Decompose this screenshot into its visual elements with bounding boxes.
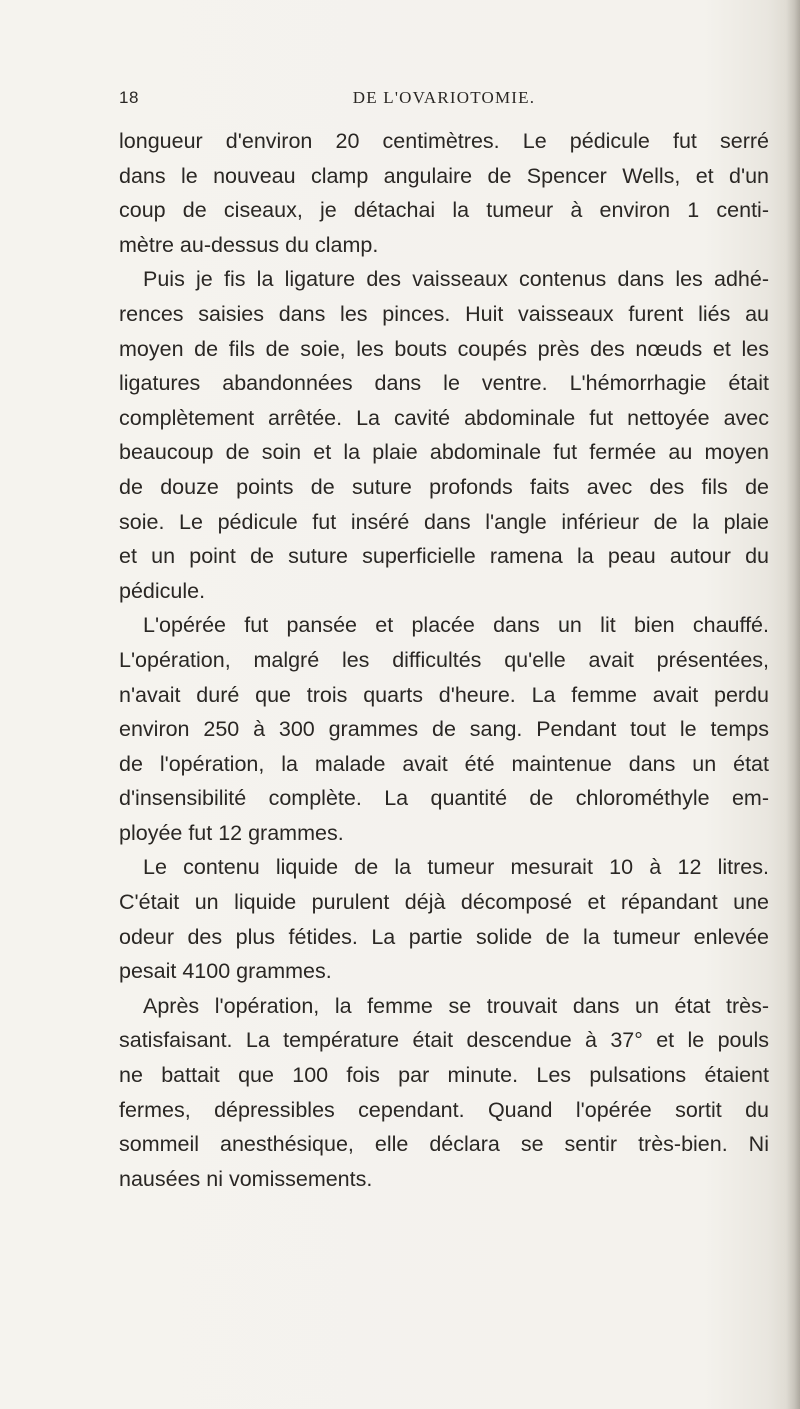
text-line: de l'opération, la malade avait été maintenue dans un état <box>119 751 769 776</box>
text-line: rences saisies dans les pinces. Huit vaisseaux furent liés au <box>119 301 769 326</box>
text-line: L'opérée fut pansée et placée dans un lit bien chauffé. <box>143 613 769 638</box>
text-line: ne battait que 100 fois par minute. Les pulsations étaient <box>119 1063 769 1088</box>
text-line: odeur des plus fétides. La partie solide de la tumeur enlevée <box>119 924 769 949</box>
text-line: soie. Le pédicule fut inséré dans l'angle inférieur de la plaie <box>119 509 769 534</box>
text-line: Après l'opération, la femme se trouvait dans un état très- <box>143 993 769 1018</box>
text-line: beaucoup de soin et la plaie abdominale fut fermée au moyen <box>119 440 769 465</box>
text-line: dans le nouveau clamp angulaire de Spencer Wells, et d'un <box>119 163 769 188</box>
text-line: pédicule. <box>119 578 206 603</box>
text-line: complètement arrêtée. La cavité abdominale fut nettoyée avec <box>119 405 769 430</box>
text-line: satisfaisant. La température était descendue à 37° et le pouls <box>119 1028 769 1053</box>
text-line: C'était un liquide purulent déjà décomposé et répandant une <box>119 890 769 915</box>
text-line: ligatures abandonnées dans le ventre. L'hémorrhagie était <box>119 371 769 396</box>
text-line: nausées ni vomissements. <box>119 1166 373 1191</box>
text-line: coup de ciseaux, je détachai la tumeur à environ 1 centi- <box>119 198 769 223</box>
text-line: sommeil anesthésique, elle déclara se sentir très-bien. Ni <box>119 1132 769 1157</box>
text-line: L'opération, malgré les difficultés qu'elle avait présentées, <box>119 647 769 672</box>
text-line: Le contenu liquide de la tumeur mesurait 10 à 12 litres. <box>143 855 769 880</box>
text-line: mètre au-dessus du clamp. <box>119 232 379 257</box>
text-line: n'avait duré que trois quarts d'heure. La femme avait perdu <box>119 682 769 707</box>
text-line: de douze points de suture profonds faits avec des fils de <box>119 474 769 499</box>
text-line: fermes, dépressibles cependant. Quand l'opérée sortit du <box>119 1097 769 1122</box>
page-header <box>119 88 769 118</box>
text-line: et un point de suture superficielle ramena la peau autour du <box>119 544 769 569</box>
running-title: DE L'OVARIOTOMIE. <box>352 88 536 107</box>
text-line: longueur d'environ 20 centimètres. Le pédicule fut serré <box>119 129 769 153</box>
text-line: moyen de fils de soie, les bouts coupés près des nœuds et les <box>119 336 769 361</box>
text-line: environ 250 à 300 grammes de sang. Pendant tout le temps <box>119 717 769 742</box>
text-line: pesait 4100 grammes. <box>119 959 332 984</box>
page-edge-shadow <box>786 0 800 1409</box>
page-number: 18 <box>119 88 139 107</box>
text-line: Puis je fis la ligature des vaisseaux contenus dans les adhé- <box>143 267 769 292</box>
text-line: ployée fut 12 grammes. <box>119 820 344 845</box>
text-line: d'insensibilité complète. La quantité de chlorométhyle em- <box>119 786 769 811</box>
body-text <box>119 124 769 1196</box>
